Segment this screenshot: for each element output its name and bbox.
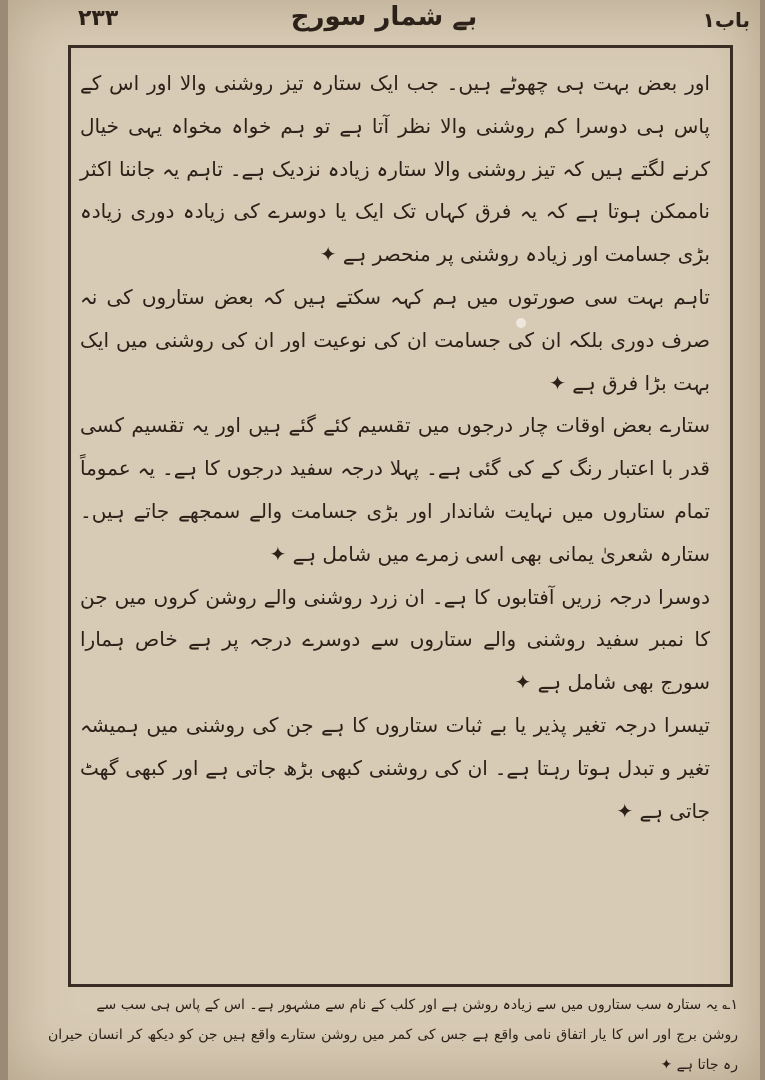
paragraph-3: ستارے بعض اوقات چار درجوں میں تقسیم کئے گئے ہیں اور یہ تقسیم کسی قدر با اعتبار رنگ کے کی گئی ہے۔ پہلا درجہ سفید درجوں کا ہے۔ یہ عموماً تمام ستاروں میں نہایت شاندار اور بڑی جسامت والے سمجھے جاتے ہیں۔ ستارہ شعریٰ یمانی بھی اسی زمرے میں شامل ہے ✦ xyxy=(80,413,710,566)
footnote-line-1: ۱؎ یہ ستارہ سب ستاروں میں سے زیادہ روشن ہے اور کلب کے نام سے مشہور ہے۔ اس کے پاس ہی سب سے xyxy=(96,997,738,1013)
paragraph-4: دوسرا درجہ زریں آفتابوں کا ہے۔ ان زرد روشنی والے روشن کروں میں جن کا نمبر سفید روشنی والے ستاروں سے دوسرے درجہ پر ہے خاص ہمارا سورج بھی شامل ہے ✦ xyxy=(80,584,710,695)
paragraph-2: تاہم بہت سی صورتوں میں ہم کہہ سکتے ہیں کہ بعض ستاروں کی نہ صرف دوری بلکہ ان کی جسامت ان کی نوعیت اور ان کی روشنی میں ایک بہت بڑا فرق ہے ✦ xyxy=(80,284,710,395)
footnotes xyxy=(48,990,738,1080)
footnote-line-2: روشن برج اور اس کا یار اتفاق نامی واقع ہے جس کی کمر میں روشن ستارے واقع ہیں جن کو دیکھ کر انسان حیران رہ جاتا ہے ✦ xyxy=(48,1027,738,1073)
running-title: بے شمار سورج xyxy=(290,2,478,32)
chapter-label: باب۱ xyxy=(702,8,750,32)
paragraph-5: تیسرا درجہ تغیر پذیر یا بے ثبات ستاروں کا ہے جن کی روشنی میں ہمیشہ تغیر و تبدل ہوتا رہتا ہے۔ ان کی روشنی کبھی بڑھ جاتی ہے اور کبھی گھٹ جاتی ہے ✦ xyxy=(80,712,710,823)
body-text xyxy=(80,62,710,832)
page-number: ۲۳۳ xyxy=(78,6,119,31)
paragraph-1: اور بعض بہت ہی چھوٹے ہیں۔ جب ایک ستارہ تیز روشنی والا اور اس کے پاس ہی دوسرا کم روشنی والا نظر آتا ہے تو ہم خواہ مخواہ یہی خیال کرنے لگتے ہیں کہ تیز روشنی والا ستارہ زیادہ نزدیک ہے۔ تاہم یہ جاننا اکثر ناممکن ہوتا ہے کہ یہ فرق کہاں تک ایک یا دوسرے کی زیادہ دوری زیادہ بڑی جسامت اور زیادہ روشنی پر منحصر ہے ✦ xyxy=(80,71,710,267)
